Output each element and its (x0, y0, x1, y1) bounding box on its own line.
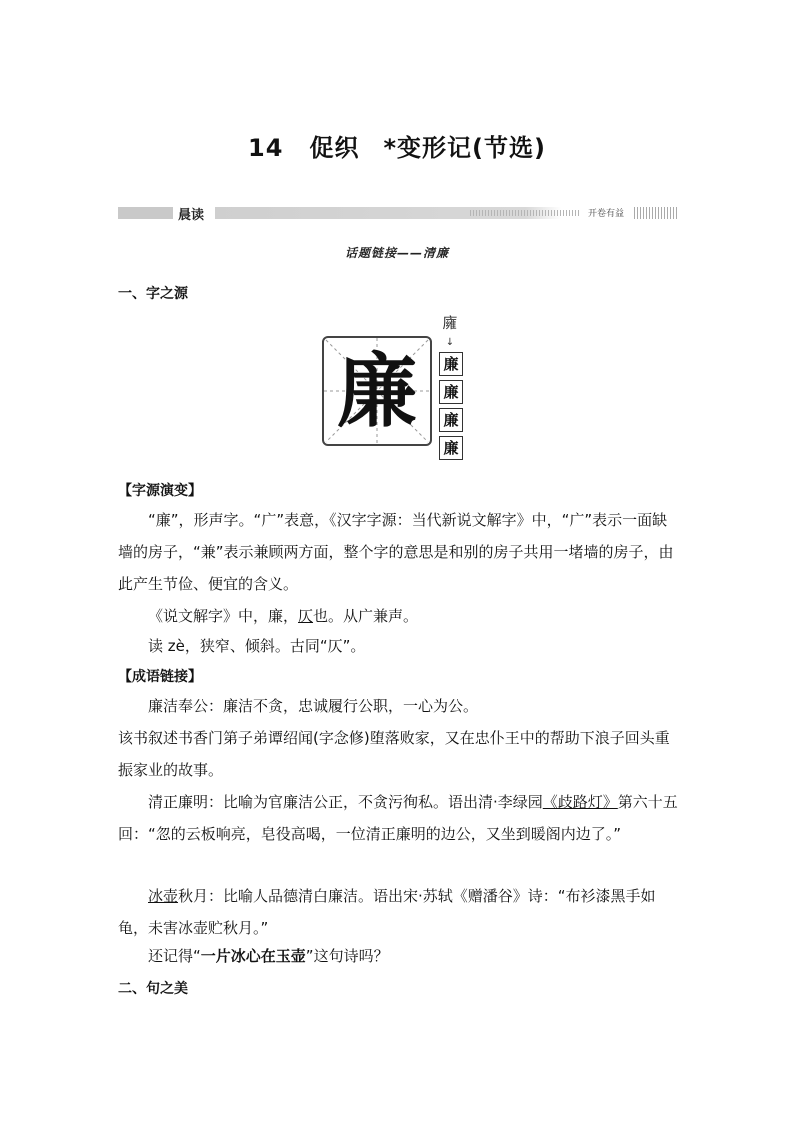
p2-pre: 《说文解字》中，廉， (148, 607, 299, 625)
origin-paragraph-2 (118, 600, 680, 632)
evolution-form-1: 廉 (439, 352, 463, 376)
section-heading-2: 二、句之美 (118, 981, 188, 997)
p2-underlined: 仄 (298, 607, 314, 625)
q-bold: 一片冰心在玉壶 (200, 947, 306, 965)
i2-post: 第六十五回：“忽的云板响亮，皂役高喝，一位清正廉明的边公，又坐到暖阁内边了。” (118, 793, 678, 843)
i3-underlined: 冰壶 (148, 887, 179, 905)
evolution-form-3: 廉 (439, 408, 463, 432)
idiom-3 (118, 880, 680, 944)
section-heading-1: 一、字之源 (118, 286, 188, 302)
evolution-form-2: 廉 (439, 380, 463, 404)
section-banner (118, 207, 678, 223)
arrow-down-icon: ↓ (445, 337, 455, 348)
banner-left-bar (118, 207, 173, 219)
p2-post: 也。从广兼声。 (313, 607, 419, 625)
book-note: 该书叙述书香门第子弟谭绍闻(字念修)堕落败家，又在忠仆王中的帮助下浪子回头重振家业的故事。 (118, 729, 670, 779)
big-character: 廉 (337, 344, 417, 438)
banner-right-stripes (634, 207, 678, 219)
q-post: ”这句诗吗？ (305, 947, 389, 965)
title-part-2: *变形记(节选) (383, 134, 546, 162)
i2-book-title: 《歧路灯》 (542, 793, 618, 811)
i2-pre: 清正廉明：比喻为官廉洁公正，不贪污徇私。语出清·李绿园 (148, 793, 543, 811)
banner-label: 晨读 (178, 208, 205, 223)
page-title (0, 128, 794, 163)
evolution-form-4: 廉 (439, 436, 463, 460)
question-line (118, 940, 680, 972)
origin-paragraph-1: “廉”，形声字。“广”表意，《汉字字源：当代新说文解字》中，“广”表示一面缺墙的房子，“兼”表示兼顾两方面，整个字的意思是和别的房子共用一堵墙的房子，由此产生节俭、便宜的含义。 (118, 511, 674, 593)
i3-post: 秋月：比喻人品德清白廉洁。语出宋·苏轼《赠潘谷》诗：“布衫漆黑手如龟，未害冰壶贮秋月。” (118, 887, 656, 937)
banner-dots (470, 210, 580, 216)
title-part-1: 促织 (309, 134, 360, 162)
banner-right-text: 开卷有益 (588, 209, 625, 219)
origin-paragraph-3: 读 zè，狭窄、倾斜。古同“仄”。 (148, 637, 366, 655)
topic-line: 话题链接——清廉 (344, 246, 449, 260)
character-figure (322, 314, 470, 462)
seal-script: 𢋊 (442, 314, 458, 332)
lesson-number: 14 (248, 134, 284, 162)
idiom-2 (118, 786, 680, 850)
idioms-heading: 【成语链接】 (118, 669, 202, 685)
evolution-strip (439, 314, 465, 464)
origin-heading: 【字源演变】 (118, 483, 202, 499)
idiom-1: 廉洁奉公：廉洁不贪，忠诚履行公职，一心为公。 (148, 697, 479, 715)
q-pre: 还记得“ (148, 947, 201, 965)
